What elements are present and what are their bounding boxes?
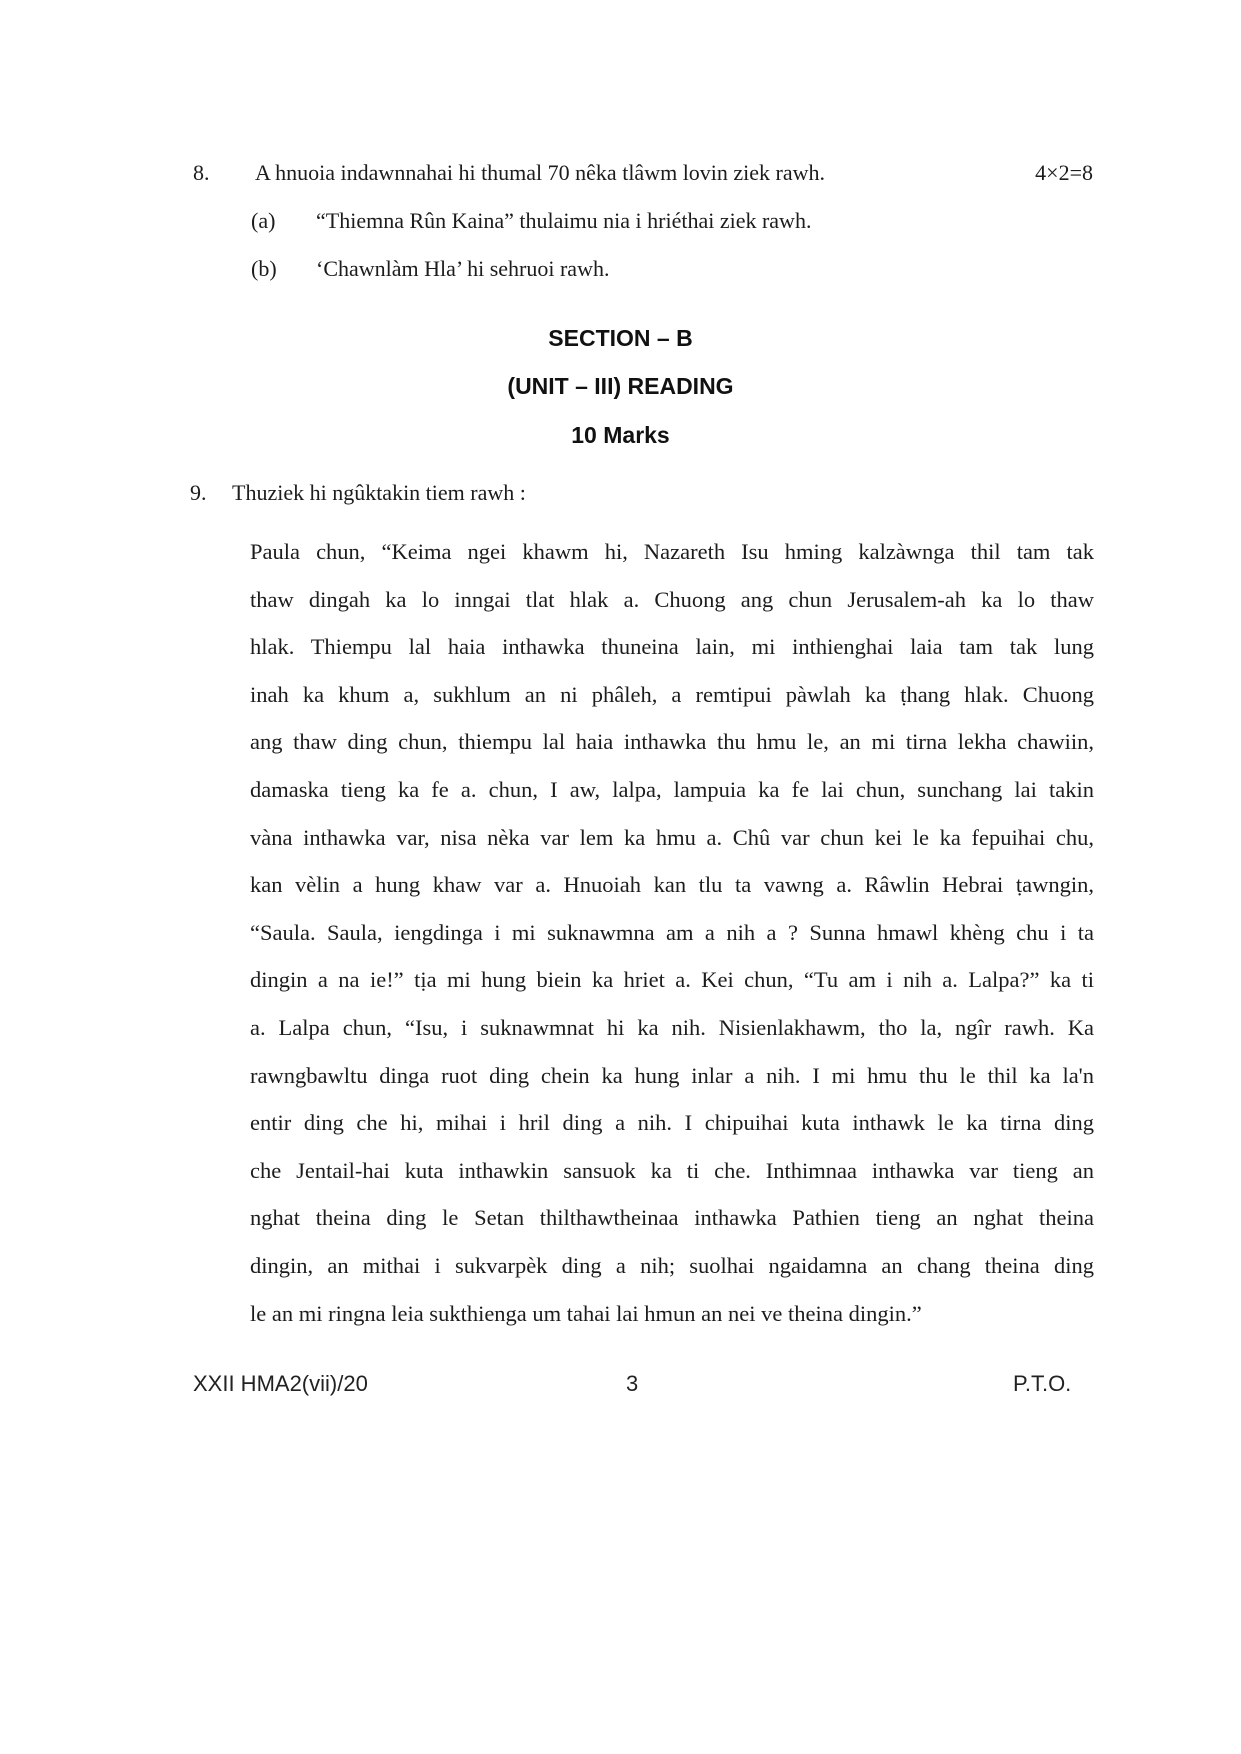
page-number: 3 [626, 1371, 639, 1396]
passage-line: che Jentail-hai kuta inthawkin sansuok ka ti che. Inthimnaa inthawka var tieng an [250, 1157, 1094, 1183]
question-9-number: 9. [190, 480, 207, 505]
passage-line: thaw dingah ka lo inngai tlat hlak a. Chuong ang chun Jerusalem-ah ka lo thaw [250, 586, 1094, 612]
section-title: SECTION – B [548, 325, 693, 351]
passage-line: kan vèlin a hung khaw var a. Hnuoiah kan tlu ta vawng a. Râwlin Hebrai ṭawngin, [250, 872, 1094, 898]
question-8-marks: 4×2=8 [1035, 160, 1093, 185]
option-label: (b) [251, 256, 277, 281]
question-8-prompt: A hnuoia indawnnahai hi thumal 70 nêka tlâwm lovin ziek rawh. [255, 160, 826, 185]
passage-line: dingin, an mithai i sukvarpèk ding a nih; suolhai ngaidamna an chang theina ding [250, 1252, 1094, 1278]
passage-line: nghat theina ding le Setan thilthawtheinaa inthawka Pathien tieng an nghat theina [250, 1205, 1094, 1231]
passage-line: damaska tieng ka fe a. chun, I aw, lalpa, lampuia ka fe lai chun, sunchang lai takin [250, 776, 1094, 802]
passage-line: le an mi ringna leia sukthienga um tahai lai hmun an nei ve theina dingin.” [250, 1300, 922, 1326]
question-9-prompt: Thuziek hi ngûktakin tiem rawh : [232, 480, 526, 505]
passage-line: ang thaw ding chun, thiempu lal haia inthawka thu hmu le, an mi tirna lekha chawiin, [250, 729, 1094, 755]
paper-code: XXII HMA2(vii)/20 [193, 1371, 368, 1396]
passage-line: a. Lalpa chun, “Isu, i suknawmnat hi ka nih. Nisienlakhawm, tho la, ngîr rawh. Ka [250, 1014, 1094, 1040]
reading-passage [250, 528, 1094, 1337]
question-9 [190, 480, 526, 506]
passage-line: inah ka khum a, sukhlum an ni phâleh, a remtipui pàwlah ka ṭhang hlak. Chuong [250, 681, 1094, 707]
passage-line: entir ding che hi, mihai i hril ding a nih. I chipuihai kuta inthawk le ka tirna ding [250, 1110, 1094, 1136]
section-unit: (UNIT – III) READING [507, 373, 734, 399]
question-8-option-b [251, 256, 609, 282]
passage-line: “Saula. Saula, iengdinga i mi suknawmna am a nih a ? Sunna hmawl khèng chu i ta [250, 919, 1094, 945]
passage-line: dingin a na ie!” tịa mi hung biein ka hriet a. Kei chun, “Tu am i nih a. Lalpa?” ka ti [250, 967, 1094, 993]
passage-line: hlak. Thiempu lal haia inthawka thuneina lain, mi inthienghai laia tam tak lung [250, 634, 1094, 660]
question-8-number: 8. [193, 160, 210, 185]
option-label: (a) [251, 208, 276, 233]
section-marks: 10 Marks [571, 422, 670, 448]
please-turn-over: P.T.O. [1013, 1371, 1072, 1396]
option-text: ‘Chawnlàm Hla’ hi sehruoi rawh. [316, 256, 610, 281]
passage-line: Paula chun, “Keima ngei khawm hi, Nazareth Isu hming kalzàwnga thil tam tak [250, 539, 1094, 564]
option-text: “Thiemna Rûn Kaina” thulaimu nia i hriéthai ziek rawh. [316, 208, 812, 233]
passage-line: rawngbawltu dinga ruot ding chein ka hung inlar a nih. I mi hmu thu le thil ka la'n [250, 1062, 1094, 1088]
question-8-option-a [251, 208, 811, 234]
passage-line: vàna inthawka var, nisa nèka var lem ka hmu a. Chû var chun kei le ka fepuihai chu, [250, 824, 1094, 850]
